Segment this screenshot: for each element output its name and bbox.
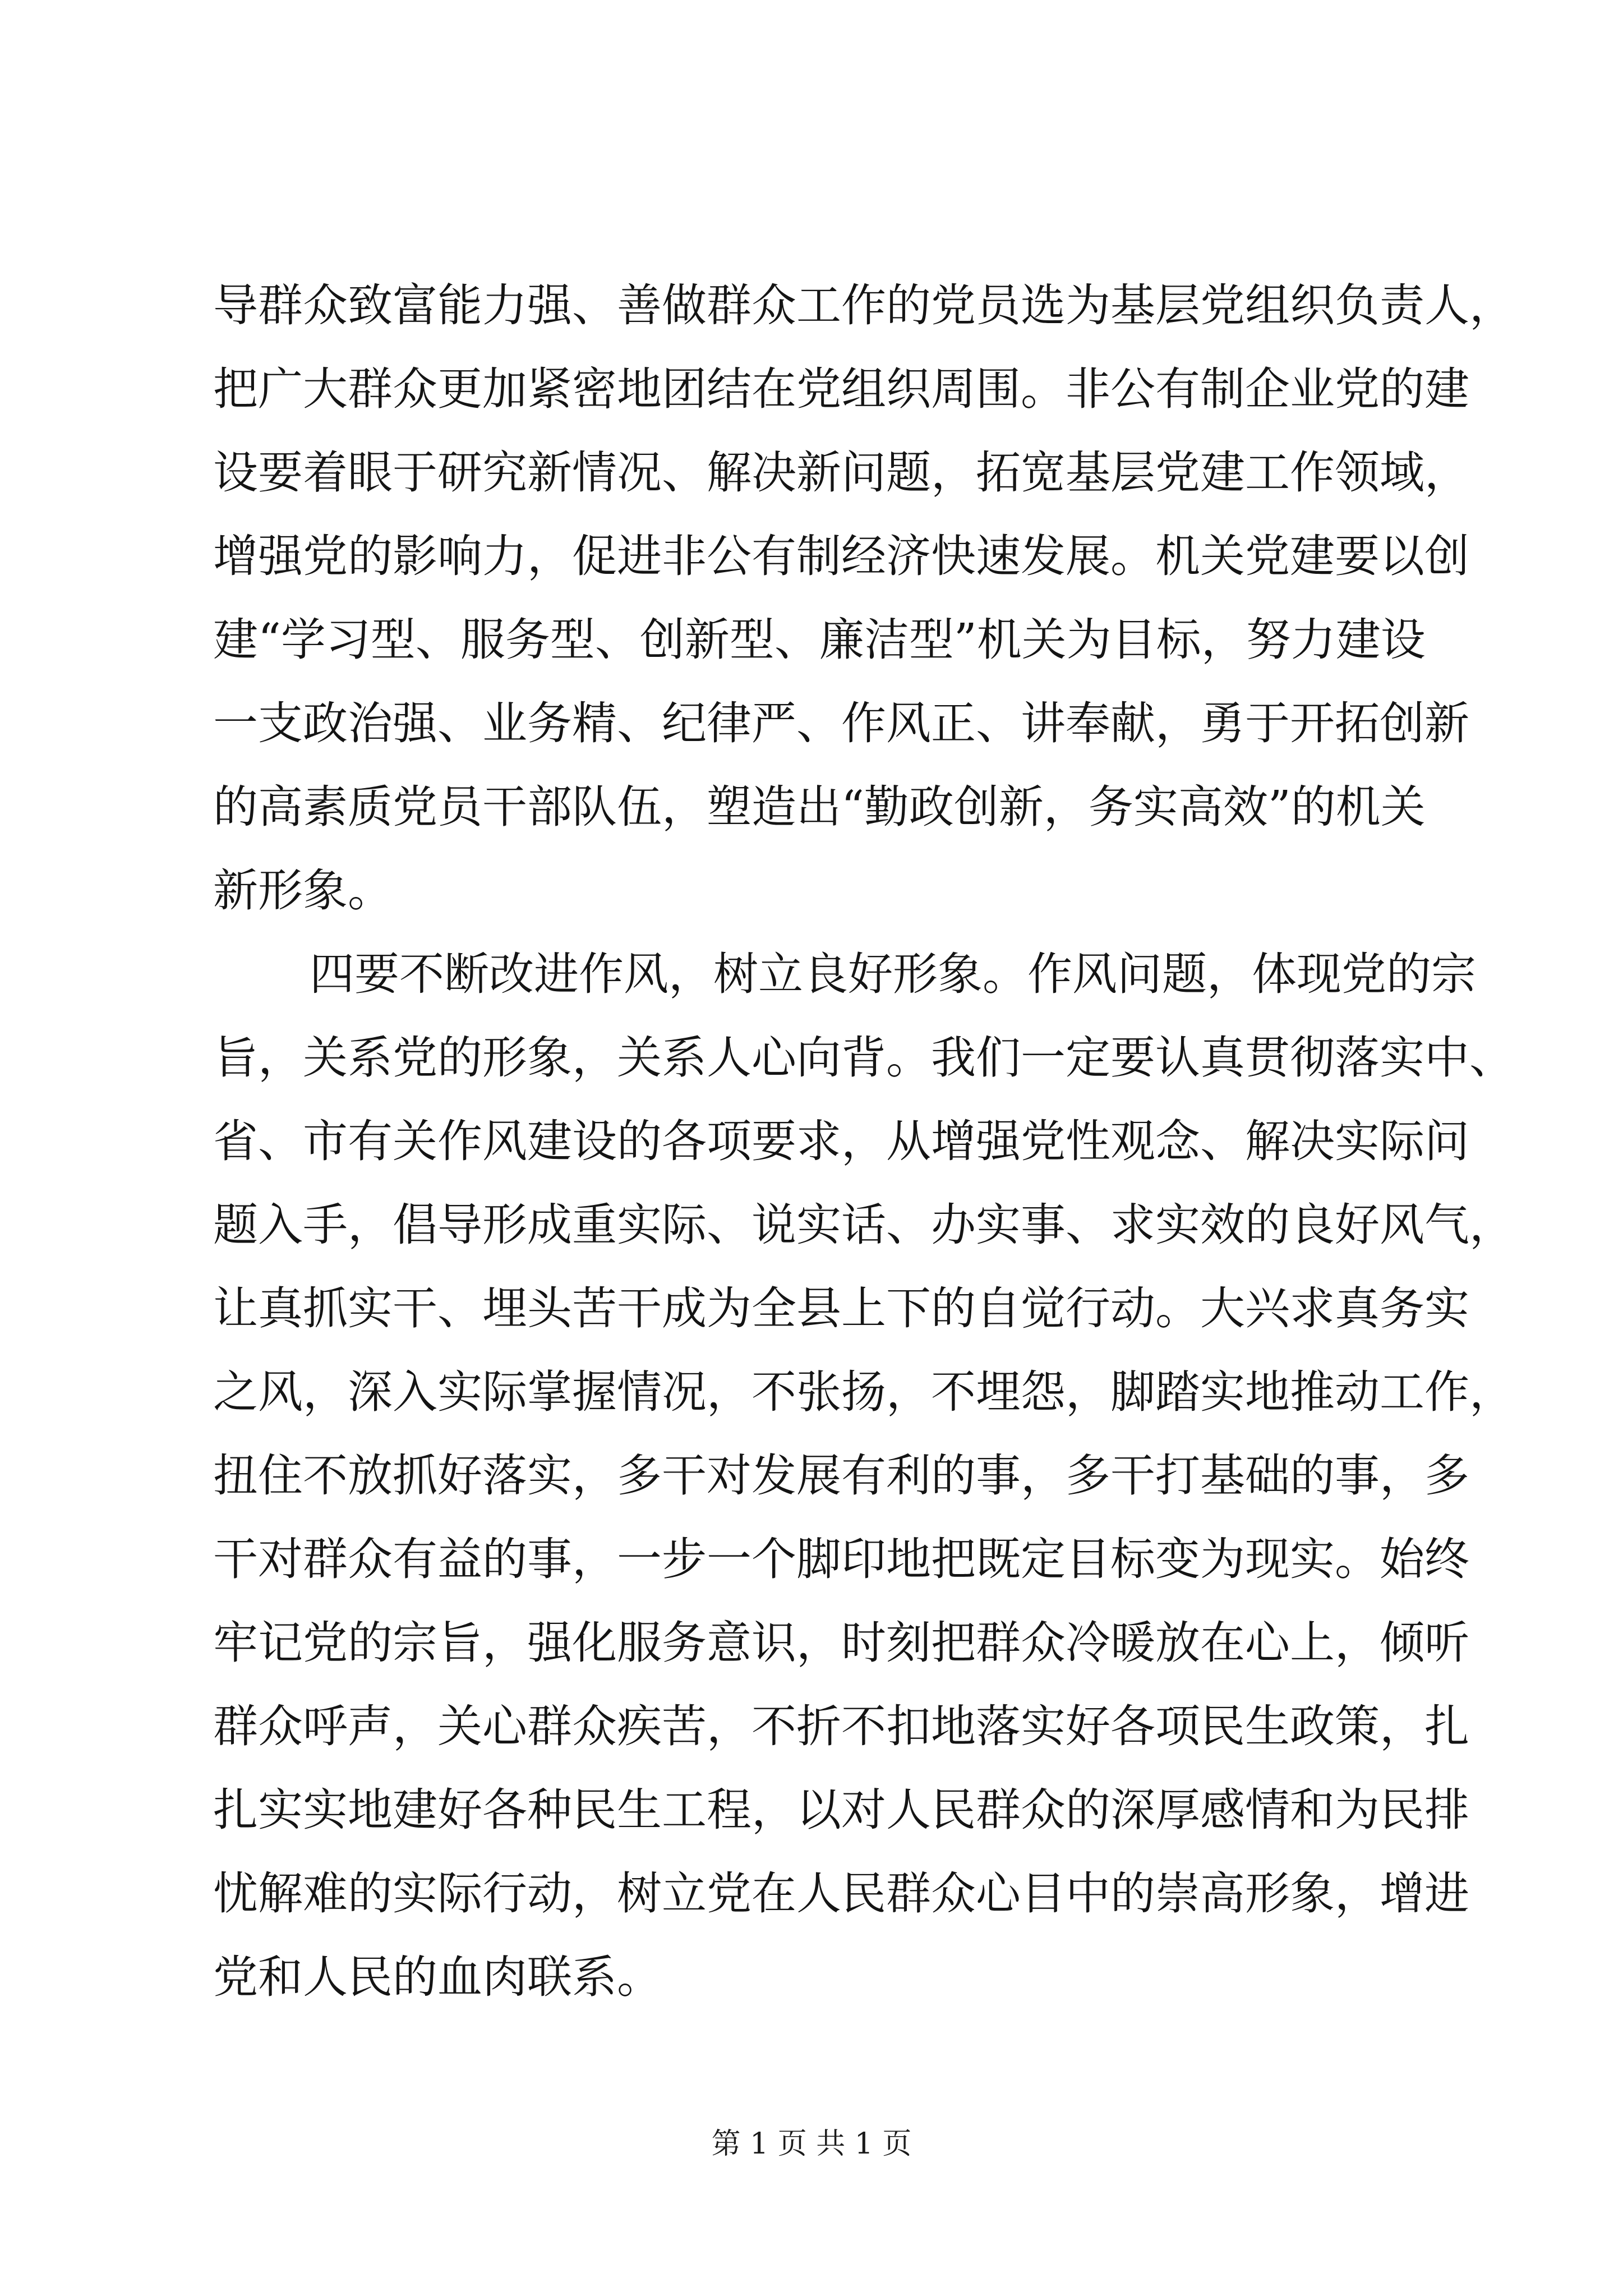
paragraph-1-line-4: 增强党的影响力，促进非公有制经济快速发展。机关党建要以创 [213,530,1469,582]
paragraph-2-line-12: 忧解难的实际行动，树立党在人民群众心目中的崇高形象，增进 [213,1867,1469,1920]
document-body [213,264,1514,2019]
paragraph-2-line-7: 扭住不放抓好落实，多干对发展有利的事，多干打基础的事，多 [213,1450,1469,1502]
paragraph-1-line-8: 新形象。 [213,864,393,917]
paragraph-2-line-13: 党和人民的血肉联系。 [213,1951,662,2003]
paragraph-1-line-7: 的高素质党员干部队伍，塑造出“勤政创新，务实高效”的机关 [213,781,1426,833]
paragraph-2-line-10: 群众呼声，关心群众疾苦，不折不扣地落实好各项民生政策，扎 [213,1700,1469,1752]
paragraph-1-line-2: 把广大群众更加紧密地团结在党组织周围。非公有制企业党的建 [213,363,1469,415]
paragraph-2-line-3: 省、市有关作风建设的各项要求，从增强党性观念、解决实际问 [213,1115,1469,1167]
paragraph-1-line-6: 一支政治强、业务精、纪律严、作风正、讲奉献，勇于开拓创新 [213,697,1469,749]
paragraph-2-line-6: 之风，深入实际掌握情况，不张扬，不埋怨，脚踏实地推动工作， [213,1366,1514,1418]
page-number-footer: 第 1 页 共 1 页 [711,2127,912,2161]
paragraph-2-line-2: 旨，关系党的形象，关系人心向背。我们一定要认真贯彻落实中、 [213,1032,1514,1084]
paragraph-1-line-3: 设要着眼于研究新情况、解决新问题，拓宽基层党建工作领域， [213,447,1469,499]
paragraph-2-line-1: 四要不断改进作风，树立良好形象。作风问题，体现党的宗 [310,948,1476,1000]
paragraph-2-line-5: 让真抓实干、埋头苦干成为全县上下的自觉行动。大兴求真务实 [213,1282,1469,1335]
paragraph-1-line-1: 导群众致富能力强、善做群众工作的党员选为基层党组织负责人， [213,279,1514,332]
paragraph-2-line-11: 扎实实地建好各种民生工程，以对人民群众的深厚感情和为民排 [213,1784,1469,1836]
paragraph-2-line-9: 牢记党的宗旨，强化服务意识，时刻把群众冷暖放在心上，倾听 [213,1617,1469,1669]
paragraph-2-line-8: 干对群众有益的事，一步一个脚印地把既定目标变为现实。始终 [213,1533,1469,1585]
paragraph-1-line-5: 建“学习型、服务型、创新型、廉洁型”机关为目标，努力建设 [213,614,1426,666]
paragraph-2-line-4: 题入手，倡导形成重实际、说实话、办实事、求实效的良好风气， [213,1199,1514,1251]
